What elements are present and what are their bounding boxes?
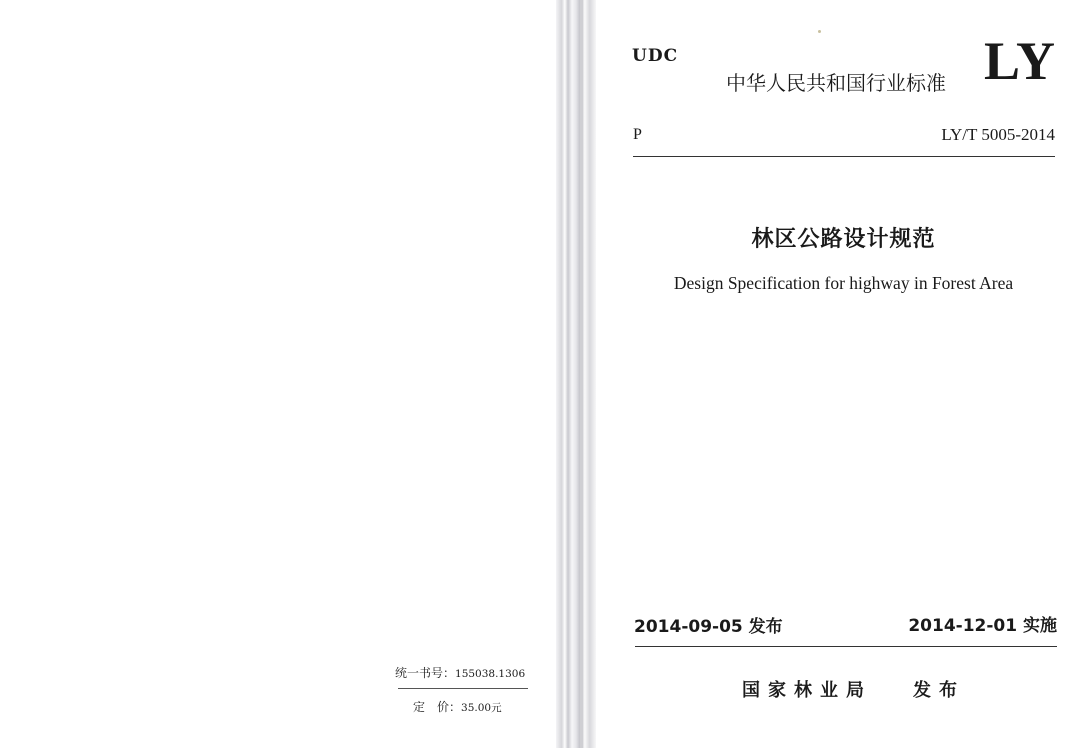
effective-date: 2014-12-01 实施 [908,616,1057,636]
catalog-number: 155038.1306 [455,668,526,680]
document-title-en: Design Specification for highway in Forest Area [673,273,1014,293]
book-spine [556,0,596,748]
industry-mark: LY [984,31,1057,91]
paper-speck [818,30,821,33]
spine-edge [580,0,583,748]
udc-label: UDC [632,46,679,66]
catalog-label: 统一书号： [395,666,456,680]
classification-code: P [633,126,642,143]
price-value: 35.00元 [461,702,502,714]
issue-date: 2014-09-05 发布 [634,617,783,637]
publish-action: 发布 [913,680,965,701]
standard-code: LY/T 5005-2014 [941,125,1055,144]
standard-name: 中华人民共和国行业标准 [726,71,946,95]
back-cover-divider [398,688,528,689]
price-label: 定 价： [413,700,462,714]
document-title-cn: 林区公路设计规范 [751,227,936,252]
footer-divider [635,646,1057,647]
publisher: 国家林业局 [742,680,872,701]
header-divider [633,156,1055,157]
price-line [413,698,502,715]
catalog-number-line [395,664,529,681]
